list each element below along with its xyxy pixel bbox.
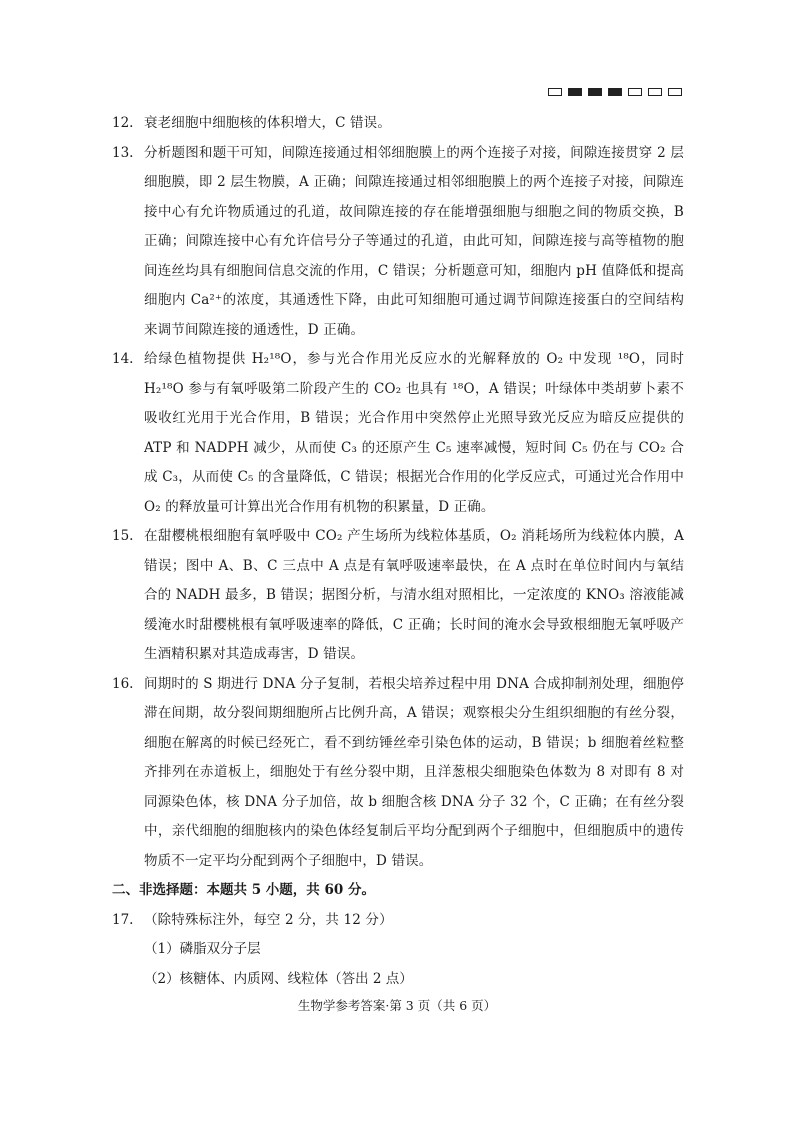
answer-item-14 [112,345,684,522]
page-mark-7 [668,88,682,96]
answer-item-17 [112,906,684,936]
item-text: 分析题图和题干可知，间隙连接通过相邻细胞膜上的两个连接子对接，间隙连接贯穿 2 层细胞膜，即 2 层生物膜，A 正确；间隙连接通过相邻细胞膜上的两个连接子对接，间隙连接中心有允许物质通过的孔道，故间隙连接的存在能增强细胞与细胞之间的物质交换，B 正确；间隙连接中心有允许信号分子等通过的孔道，由此可知，间隙连接与高等植物的胞间连丝均具有细胞间信息交流的作用，C 错误；分析题意可知，细胞内 pH 值降低和提高细胞内 Ca²⁺的浓度，其通透性下降，由此可知细胞可通过调节间隙连接蛋白的空间结构来调节间隙连接的通透性，D 正确。 [144,144,684,338]
answer-item-12 [112,109,684,139]
answer-item-15 [112,522,684,670]
answer-item-16 [112,670,684,877]
item-number: 13. [112,144,134,161]
item-text: 给绿色植物提供 H₂¹⁸O，参与光合作用光反应水的光解释放的 O₂ 中发现 ¹⁸O，同时 H₂¹⁸O 参与有氧呼吸第二阶段产生的 CO₂ 也具有 ¹⁸O，A 错误；叶绿体中类胡萝卜素不吸收红光用于光合作用，B 错误；光合作用中突然停止光照导致光反应为暗反应提供的 ATP 和 NADPH 减少，从而使 C₃ 的还原产生 C₅ 速率减慢，短时间 C₅ 仍在与 CO₂ 合成 C₃，从而使 C₅ 的含量降低，C 错误；根据光合作用的化学反应式，可通过光合作用中 O₂ 的释放量可计算出光合作用有机物的积累量，D 正确。 [144,351,684,515]
item-number: 15. [112,528,134,544]
sub-answer-1: （1）磷脂双分子层 [144,941,261,957]
page-mark-5 [628,88,642,96]
item-text: 间期时的 S 期进行 DNA 分子复制，若根尖培养过程中用 DNA 合成抑制剂处理，细胞停滞在间期，故分裂间期细胞所占比例升高，A 错误；观察根尖分生组织细胞的有丝分裂，细胞在解离的时候已经死亡，看不到纺锤丝牵引染色体的运动，B 错误；b 细胞着丝粒整齐排列在赤道板上，细胞处于有丝分裂中期，且洋葱根尖细胞染色体数为 8 对即有 8 对同源染色体，核 DNA 分子加倍，故 b 细胞含核 DNA 分子 32 个，C 正确；在有丝分裂中，亲代细胞的细胞核内的染色体经复制后平均分配到两个子细胞中，但细胞质中的遗传物质不一定平均分配到两个子细胞中，D 错误。 [144,675,684,869]
item-number: 12. [112,115,134,131]
item-text: （除特殊标注外，每空 2 分，共 12 分） [144,911,393,928]
page-footer: 生物学参考答案·第 3 页（共 6 页） [297,998,497,1013]
page-mark-3 [588,88,602,96]
item-text: 在甜樱桃根细胞有氧呼吸中 CO₂ 产生场所为线粒体基质，O₂ 消耗场所为线粒体内膜，A 错误；图中 A、B、C 三点中 A 点是有氧呼吸速率最快，在 A 点时在单位时间内与氧结合的 NADH 最多，B 错误；据图分析，与清水组对照相比，一定浓度的 KNO₃ 溶液能减缓淹水时甜樱桃根有氧呼吸速率的降低，C 正确；长时间的淹水会导致根细胞无氧呼吸产生酒精积累对其造成毒害，D 错误。 [144,528,684,662]
answer-content [112,109,684,994]
page-mark-2 [568,88,582,96]
header-page-marks [548,88,682,96]
answer-item-13 [112,139,684,346]
item-number: 17. [112,911,134,928]
page-mark-1 [548,88,562,96]
item-number: 16. [112,675,134,692]
page-mark-6 [648,88,662,96]
item-text: 衰老细胞中细胞核的体积增大，C 错误。 [144,115,391,131]
sub-answer-2: （2）核糖体、内质网、线粒体（答出 2 点） [144,970,413,987]
page-mark-4 [608,88,622,96]
section-heading: 二、非选择题：本题共 5 小题，共 60 分。 [112,882,375,898]
item-number: 14. [112,351,134,367]
